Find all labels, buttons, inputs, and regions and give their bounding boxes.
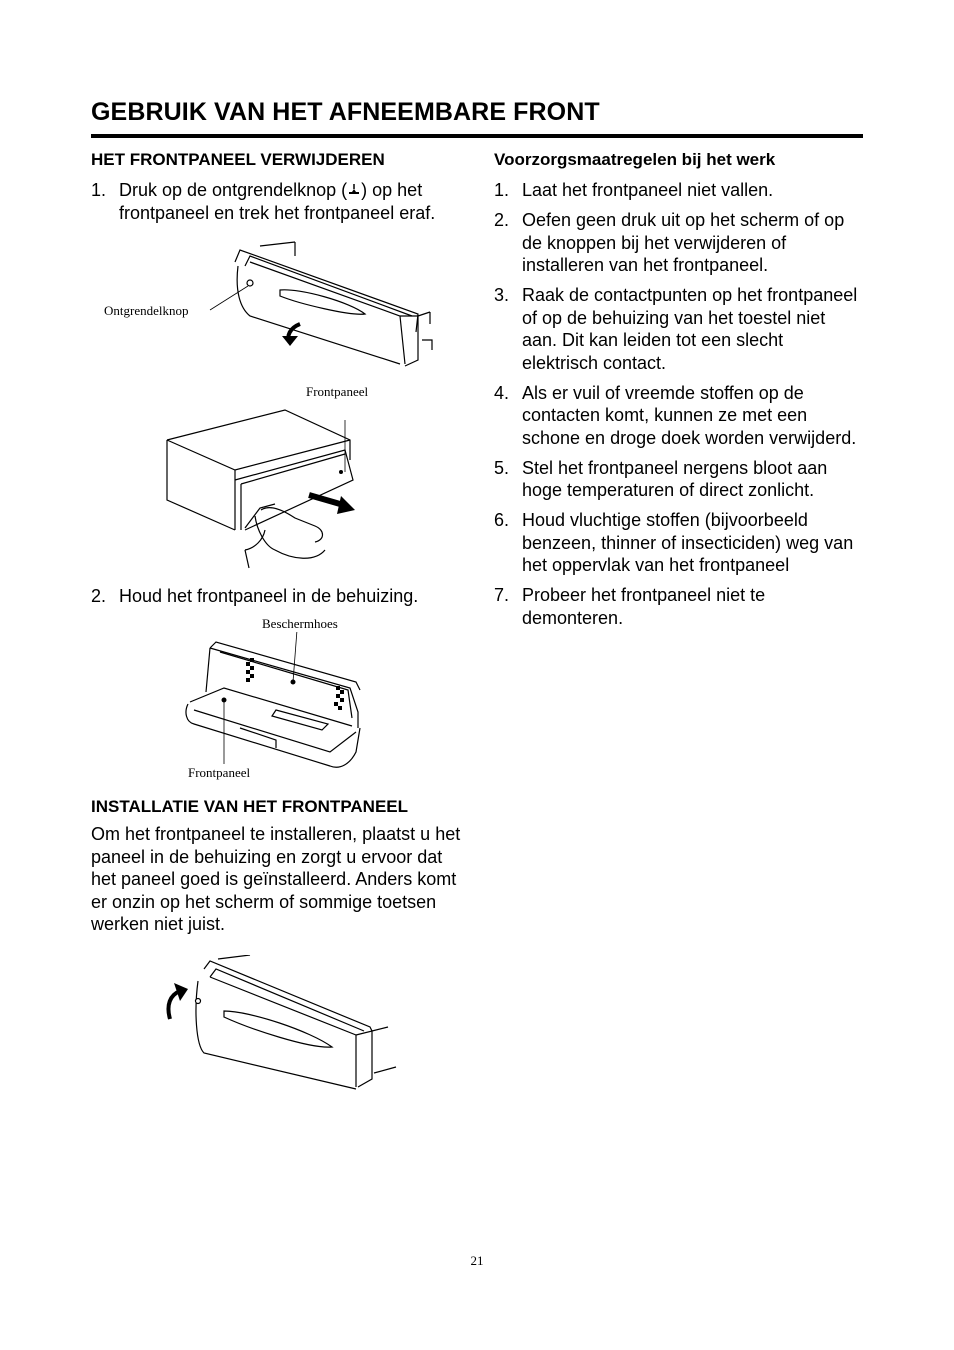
item-text: Stel het frontpaneel nergens bloot aan hoge temperaturen of direct zonlicht. — [522, 457, 828, 500]
precaution-item — [494, 509, 864, 577]
page-title: GEBRUIK VAN HET AFNEEMBARE FRONT — [91, 98, 600, 126]
install-paragraph: Om het frontpaneel te installeren, plaatst u het paneel in de behuizing en zorgt u ervoor dat het paneel goed is geïnstalleerd. Anders komt er onzin op het scherm of sommige toetsen werken niet juist. — [91, 824, 461, 934]
page-number: 21 — [470, 1253, 484, 1268]
item-text: Laat het frontpaneel niet vallen. — [522, 180, 774, 200]
remove-steps — [91, 179, 471, 224]
step-2-text: Houd het frontpaneel in de behuizing. — [119, 586, 419, 606]
caption-protective-case: Beschermhoes — [262, 616, 338, 631]
item-text: Oefen geen druk uit op het scherm of op de knoppen bij het verwijderen of installeren van het frontpaneel. — [522, 210, 845, 275]
precaution-item — [494, 284, 864, 374]
title-rule — [91, 134, 863, 138]
precaution-item — [494, 382, 864, 450]
step-1 — [91, 179, 471, 224]
heading-precautions: Voorzorgsmaatregelen bij het werk — [494, 150, 776, 169]
item-text: Als er vuil of vreemde stoffen op de contacten komt, kunnen ze met een schone en droge doek worden verwijderd. — [522, 382, 857, 448]
item-number: 7. — [494, 585, 510, 605]
caption-release-button: Ontgrendelknop — [104, 303, 189, 318]
precaution-item — [494, 209, 864, 277]
figure-remove-panel — [165, 400, 365, 578]
item-number: 1. — [494, 180, 510, 200]
precaution-item — [494, 584, 864, 629]
figure-install-panel — [160, 955, 400, 1095]
step-2 — [91, 585, 471, 608]
precaution-item — [494, 179, 864, 202]
caption-front-panel-1: Frontpaneel — [306, 384, 369, 399]
item-number: 3. — [494, 285, 510, 305]
step-number: 1. — [91, 180, 107, 200]
precautions-list — [494, 179, 864, 637]
step-1-text-pre: Druk op de ontgrendelknop ( — [119, 180, 348, 200]
step-1-text-post: ) op het frontpaneel en trek het frontpaneel eraf. — [119, 180, 436, 223]
item-number: 6. — [494, 510, 510, 530]
step-2-block — [91, 585, 471, 608]
heading-remove-panel: HET FRONTPANEEL VERWIJDEREN — [91, 150, 385, 169]
figure-protective-case — [180, 632, 380, 772]
heading-install-panel: INSTALLATIE VAN HET FRONTPANEEL — [91, 797, 409, 816]
release-button-icon — [347, 180, 361, 194]
item-text: Probeer het frontpaneel niet te demonteren. — [522, 585, 766, 628]
item-text: Houd vluchtige stoffen (bijvoorbeeld benzeen, thinner of insecticiden) weg van het oppervlak van het frontpaneel — [522, 510, 854, 575]
item-number: 5. — [494, 457, 510, 478]
item-number: 2. — [494, 210, 510, 230]
step-number: 2. — [91, 586, 107, 606]
item-number: 4. — [494, 382, 510, 403]
caption-front-panel-2: Frontpaneel — [188, 765, 251, 780]
item-text: Raak de contactpunten op het frontpaneel of op de behuizing van het toestel niet aan. Dit kan leiden tot een slecht elektrisch contact. — [522, 285, 858, 373]
precaution-item — [494, 457, 864, 502]
